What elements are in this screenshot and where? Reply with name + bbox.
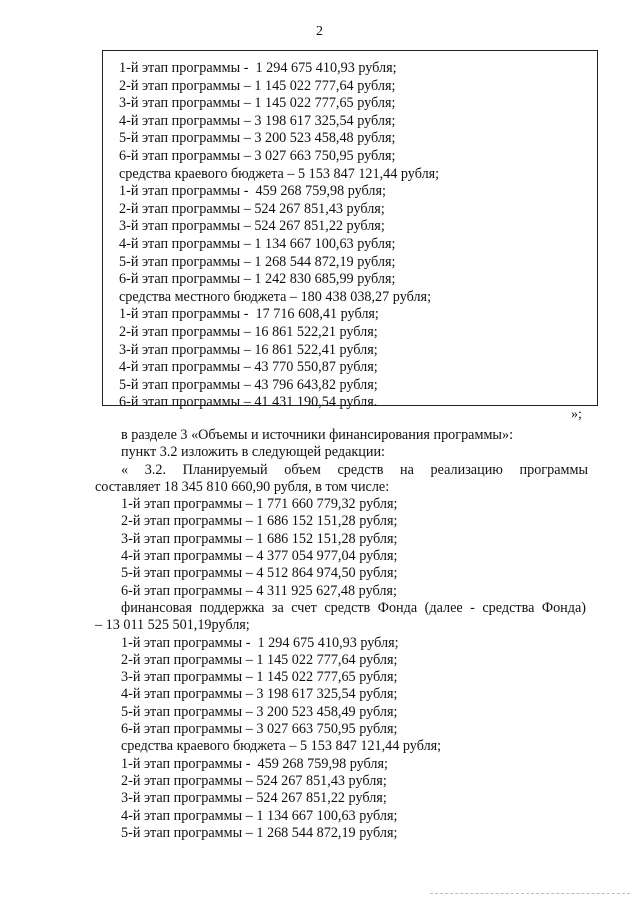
regional-stage-line: 2-й этап программы – 524 267 851,43 рубля;: [121, 772, 387, 789]
fund-stage-line: 3-й этап программы – 1 145 022 777,65 рубля;: [121, 669, 398, 686]
section-intro: в разделе 3 «Объемы и источники финансирования программы»:: [121, 427, 514, 443]
closing-quote: »;: [571, 407, 582, 422]
fund-stage-line: 6-й этап программы – 3 027 663 750,95 рубля;: [121, 721, 398, 738]
fund-stage-line: 4-й этап программы – 3 198 617 325,54 рубля;: [121, 686, 398, 703]
box-line: 2-й этап программы – 524 267 851,43 рубля;: [119, 200, 385, 217]
box-line: 3-й этап программы – 1 145 022 777,65 рубля;: [119, 95, 396, 112]
fund-support-second-line: – 13 011 525 501,19рубля;: [95, 617, 250, 634]
body-text: [0, 427, 639, 842]
box-line: 4-й этап программы – 3 198 617 325,54 рубля;: [119, 112, 396, 129]
box-line: 5-й этап программы – 3 200 523 458,48 рубля;: [119, 130, 396, 147]
regional-stage-line: 1-й этап программы - 459 268 759,98 рубля;: [121, 755, 388, 772]
box-line: средства краевого бюджета – 5 153 847 121,44 рубля;: [119, 165, 440, 182]
box-line: 6-й этап программы – 3 027 663 750,95 рубля;: [119, 147, 396, 164]
box-line: 1-й этап программы - 17 716 608,41 рубля;: [119, 306, 379, 323]
total-stage-line: 2-й этап программы – 1 686 152 151,28 рубля;: [121, 513, 398, 530]
box-line: 3-й этап программы – 16 861 522,41 рубля;: [119, 341, 378, 358]
box-line: 6-й этап программы – 41 431 190,54 рубля.: [119, 394, 378, 411]
fund-stage-line: 1-й этап программы - 1 294 675 410,93 рубля;: [121, 634, 399, 651]
box-line: 1-й этап программы - 1 294 675 410,93 рубля;: [119, 60, 397, 76]
fund-support-first-line: финансовая поддержка за счет средств Фонда (далее - средства Фонда): [121, 599, 586, 616]
regional-stage-line: 4-й этап программы – 1 134 667 100,63 рубля;: [121, 807, 398, 824]
box-line: 3-й этап программы – 524 267 851,22 рубля;: [119, 218, 385, 235]
paragraph-3-2-first-line: « 3.2. Планируемый объем средств на реализацию программы: [121, 461, 588, 478]
total-stage-line: 4-й этап программы – 4 377 054 977,04 рубля;: [121, 548, 398, 565]
regional-stage-line: 5-й этап программы – 1 268 544 872,19 рубля;: [121, 824, 398, 841]
page-number: 2: [316, 24, 323, 39]
box-line: средства местного бюджета – 180 438 038,27 рубля;: [119, 288, 432, 305]
regional-budget-heading: средства краевого бюджета – 5 153 847 121,44 рубля;: [121, 738, 442, 755]
box-line: 2-й этап программы – 16 861 522,21 рубля;: [119, 323, 378, 340]
box-line: 5-й этап программы – 43 796 643,82 рубля;: [119, 376, 378, 393]
box-line: 4-й этап программы – 43 770 550,87 рубля;: [119, 359, 378, 376]
fund-stage-line: 2-й этап программы – 1 145 022 777,64 рубля;: [121, 651, 398, 668]
total-stage-line: 3-й этап программы – 1 686 152 151,28 рубля;: [121, 530, 398, 547]
box-line: 5-й этап программы – 1 268 544 872,19 рубля;: [119, 253, 396, 270]
total-stage-line: 5-й этап программы – 4 512 864 974,50 рубля;: [121, 565, 398, 582]
point-intro: пункт 3.2 изложить в следующей редакции:: [121, 444, 385, 461]
box-line: 2-й этап программы – 1 145 022 777,64 рубля;: [119, 77, 396, 94]
scan-edge-line: [430, 893, 630, 894]
paragraph-3-2-second-line: составляет 18 345 810 660,90 рубля, в том числе:: [95, 478, 390, 495]
total-stage-line: 6-й этап программы – 4 311 925 627,48 рубля;: [121, 582, 397, 599]
total-stage-line: 1-й этап программы – 1 771 660 779,32 рубля;: [121, 496, 398, 513]
box-line: 6-й этап программы – 1 242 830 685,99 рубля;: [119, 271, 396, 288]
box-line: 4-й этап программы – 1 134 667 100,63 рубля;: [119, 235, 396, 252]
previous-text-box: [102, 50, 598, 411]
box-lines: [119, 60, 439, 412]
box-line: 1-й этап программы - 459 268 759,98 рубля;: [119, 183, 386, 200]
fund-stage-line: 5-й этап программы – 3 200 523 458,49 рубля;: [121, 703, 398, 720]
regional-stage-line: 3-й этап программы – 524 267 851,22 рубля;: [121, 790, 387, 807]
